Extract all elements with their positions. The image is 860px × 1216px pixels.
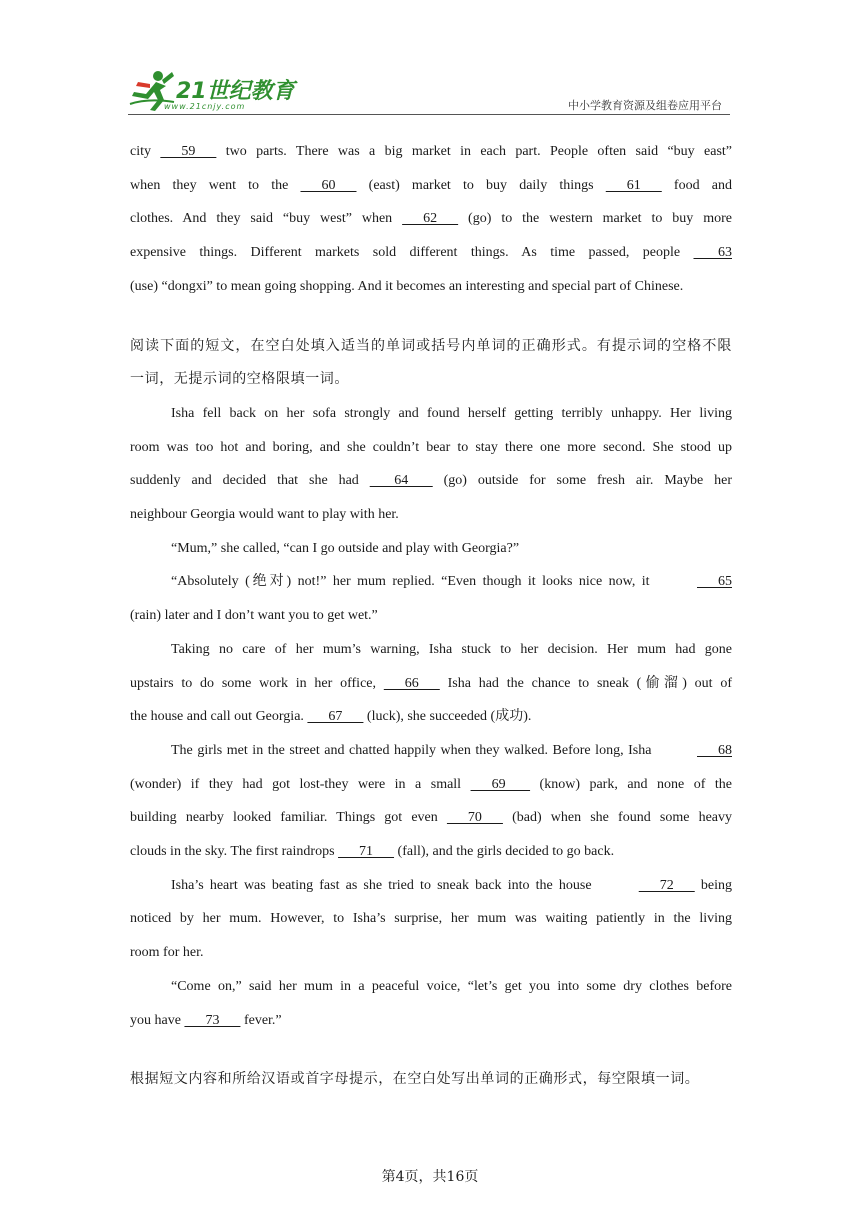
passage2-line: Taking no care of her mum’s warning, Isha stuck to her decision. Her mum had gone [171,641,732,657]
logo [128,68,298,116]
blank-64[interactable]: 64 [369,473,433,489]
platform-label: 中小学教育资源及组卷应用平台 [568,99,722,112]
passage1-line: clothes. And they said “buy west” when 62 (go) to the western market to buy more [130,202,732,236]
passage1-line: when they went to the 60 (east) market to buy daily things 61 food and [130,169,732,203]
passage2-line: “Absolutely (绝对) not!” her mum replied. “Even though it looks nice now, it 65 [130,565,732,599]
passage2-line: neighbour Georgia would want to play with her. [130,507,399,523]
blank-68[interactable]: 68 [697,742,732,758]
passage2-line: suddenly and decided that she had 64 (go) outside for some fresh air. Maybe her [130,464,732,498]
passage1-line: expensive things. Different markets sold different things. As time passed, people 63 [130,236,732,270]
blank-59[interactable]: 59 [160,144,217,159]
page-number: 第4页，共16页 [381,1169,479,1185]
passage2-line: the house and call out Georgia. 67 (luck), she succeeded (成功). [130,700,732,734]
blank-61[interactable]: 61 [605,177,662,193]
page-header [0,0,860,120]
instruction-line: 根据短文内容和所给汉语或首字母提示，在空白处写出单词的正确形式，每空限填一词。 [130,1071,700,1088]
passage2-line: Isha’s heart was beating fast as she tried to sneak back into the house 72 being [130,869,732,903]
passage2-line: “Mum,” she called, “can I go outside and play with Georgia?” [171,540,520,556]
passage2-line: room for her. [130,945,204,961]
logo-text: 21世纪教育 [176,79,295,104]
section-gap [130,304,732,330]
instruction-line: 阅读下面的短文，在空白处填入适当的单词或括号内单词的正确形式。有提示词的空格不限 [130,337,732,354]
passage2-line: you have 73 fever.” [130,1004,732,1038]
passage2-line: clouds in the sky. The first raindrops 71 (fall), and the girls decided to go back. [130,835,732,869]
blank-63[interactable]: 63 [693,245,732,261]
passage1-line: (use) “dongxi” to mean going shopping. And it becomes an interesting and special part of Chinese. [130,278,684,294]
passage2-line: upstairs to do some work in her office, 66 Isha had the chance to sneak (偷溜) out of [130,667,732,701]
passage2-line: The girls met in the street and chatted happily when they walked. Before long, Isha 68 [130,734,732,768]
passage1-line: city 59 two parts. There was a big market in each part. People often said “buy east” [130,135,732,169]
blank-72[interactable]: 72 [638,877,695,893]
passage2-line: (rain) later and I don’t want you to get wet.” [130,608,378,624]
blank-66[interactable]: 66 [383,675,440,691]
passage2-line: (wonder) if they had got lost-they were in a small 69 (know) park, and none of the [130,768,732,802]
blank-70[interactable]: 70 [446,810,503,826]
blank-65[interactable]: 65 [697,574,732,590]
logo-url: www.21cnjy.com [164,102,246,111]
header-rule [128,114,730,115]
passage2-line: room was too hot and boring, and she couldn’t bear to stay there one more second. She stood up [130,439,732,455]
blank-69[interactable]: 69 [470,776,531,792]
blank-60[interactable]: 60 [300,177,357,193]
passage2-line: noticed by her mum. However, to Isha’s surprise, her mum was waiting patiently in the living [130,911,732,927]
document-body [130,135,732,1097]
passage2-line: building nearby looked familiar. Things got even 70 (bad) when she found some heavy [130,801,732,835]
passage2-line: Isha fell back on her sofa strongly and found herself getting terribly unhappy. Her living [171,405,732,421]
passage2-line: “Come on,” said her mum in a peaceful voice, “let’s get you into some dry clothes before [171,978,732,994]
blank-71[interactable]: 71 [338,844,395,860]
section-gap [130,1037,732,1063]
blank-67[interactable]: 67 [307,709,364,725]
instruction-line: 一词，无提示词的空格限填一词。 [130,371,349,388]
blank-73[interactable]: 73 [184,1012,241,1028]
blank-62[interactable]: 62 [402,211,459,227]
